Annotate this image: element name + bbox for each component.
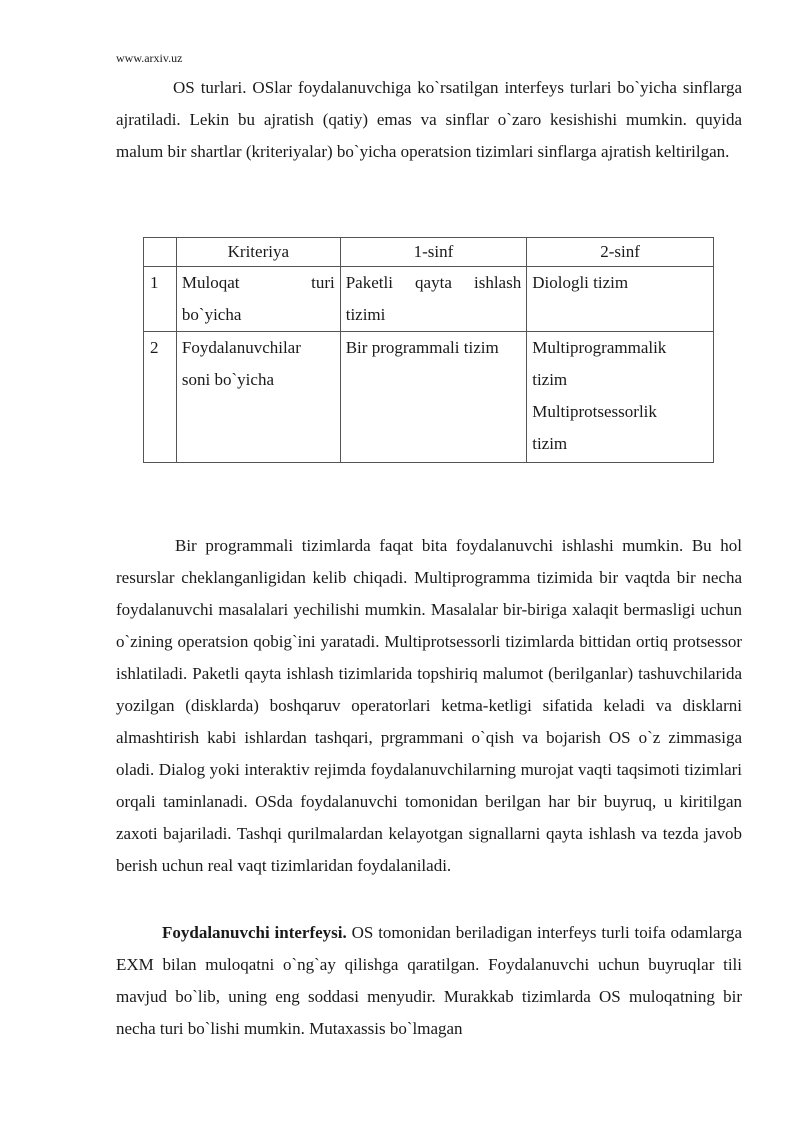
table-header-num	[144, 238, 177, 267]
table-header-kriteriya: Kriteriya	[176, 238, 340, 267]
kriteriya-line: soni bo`yicha	[181, 370, 274, 389]
kriteriya-line: Muloqat turi	[181, 273, 335, 292]
kriteriya-cell	[176, 332, 340, 463]
row-number: 1	[144, 267, 177, 332]
sinf2-line: Diologli tizim	[532, 273, 629, 292]
site-url: www.arxiv.uz	[116, 51, 183, 65]
sinf2-line: tizim	[532, 370, 568, 389]
sinf2-line: Multiprotsessorlik	[532, 402, 657, 421]
table-header-sinf2: 2-sinf	[527, 238, 714, 267]
kriteriya-line: bo`yicha	[181, 305, 242, 324]
interface-text: OS tomonidan beriladigan interfeys turli toifa odamlarga EXM bilan muloqatni o`ng`ay qilishga qaratilgan. Foydalanuvchi uchun buyruqlar tili mavjud bo`lib, uning eng soddasi menyudir. Murakkab tizimlarda OS muloqatning bir necha turi bo`lishi mumkin. Mutaxassis bo`lmagan	[116, 923, 742, 1038]
intro-paragraph: OS turlari. OSlar foydalanuvchiga ko`rsatilgan interfeys turlari bo`yicha sinflarga ajratiladi. Lekin bu ajratish (qatiy) emas va sinflar o`zaro kesishishi mumkin. quyida malum bir shartlar (kriteriyalar) bo`yicha operatsion tizimlari sinflarga ajratish keltirilgan.	[116, 78, 742, 161]
sinf1-line: tizimi	[345, 305, 386, 324]
kriteriya-cell	[176, 267, 340, 332]
sinf2-line: tizim	[532, 434, 568, 453]
body-paragraph: Bir programmali tizimlarda faqat bita foydalanuvchi ishlashi mumkin. Bu hol resurslar cheklanganligidan kelib chiqadi. Multiprogramma tizimida bir vaqtda bir necha foydalanuvchi masalalari yechilishi mumkin. Masalalar bir-biriga xalaqit bermasligi uchun o`zining operatsion qobig`ini yaratadi. Multiprotsessorli tizimlarda bittidan ortiq protsessor ishlatiladi. Paketli qayta ishlash tizimlarida topshiriq malumot (berilganlar) tashuvchilarida yozilgan (disklarda) boshqaruv operatorlari ketma-ketligi sifatida keladi va disklarni almashtirish kabi ishlardan tashqari, prgrammani o`qish va bojarish OS o`z zimmasiga oladi. Dialog yoki interaktiv rejimda foydalanuvchilarning murojat vaqti taqsimoti tizimlari orqali taminlanadi. OSda foydalanuvchi tomonidan berilgan har bir buyruq, u kiritilgan zaxoti bajariladi. Tashqi qurilmalardan kelayotgan signallarni qayta ishlash va tezda javob berish uchun real vaqt tizimlaridan foydalaniladi.	[116, 536, 742, 875]
sinf1-line: Bir programmali tizim	[345, 338, 499, 357]
sinf1-line: Paketli qayta ishlash	[345, 273, 522, 292]
sinf2-cell	[527, 267, 714, 332]
table-row	[144, 332, 714, 463]
sinf1-cell	[340, 267, 527, 332]
criteria-table	[143, 237, 714, 463]
sinf2-line: Multiprogrammalik	[532, 338, 667, 357]
interface-heading: Foydalanuvchi interfeysi.	[162, 923, 347, 942]
table-header-sinf1: 1-sinf	[340, 238, 527, 267]
sinf1-cell	[340, 332, 527, 463]
table-header-row	[144, 238, 714, 267]
row-number: 2	[144, 332, 177, 463]
kriteriya-line: Foydalanuvchilar	[181, 338, 301, 357]
sinf2-cell	[527, 332, 714, 463]
table-row	[144, 267, 714, 332]
interface-paragraph	[116, 917, 742, 1045]
